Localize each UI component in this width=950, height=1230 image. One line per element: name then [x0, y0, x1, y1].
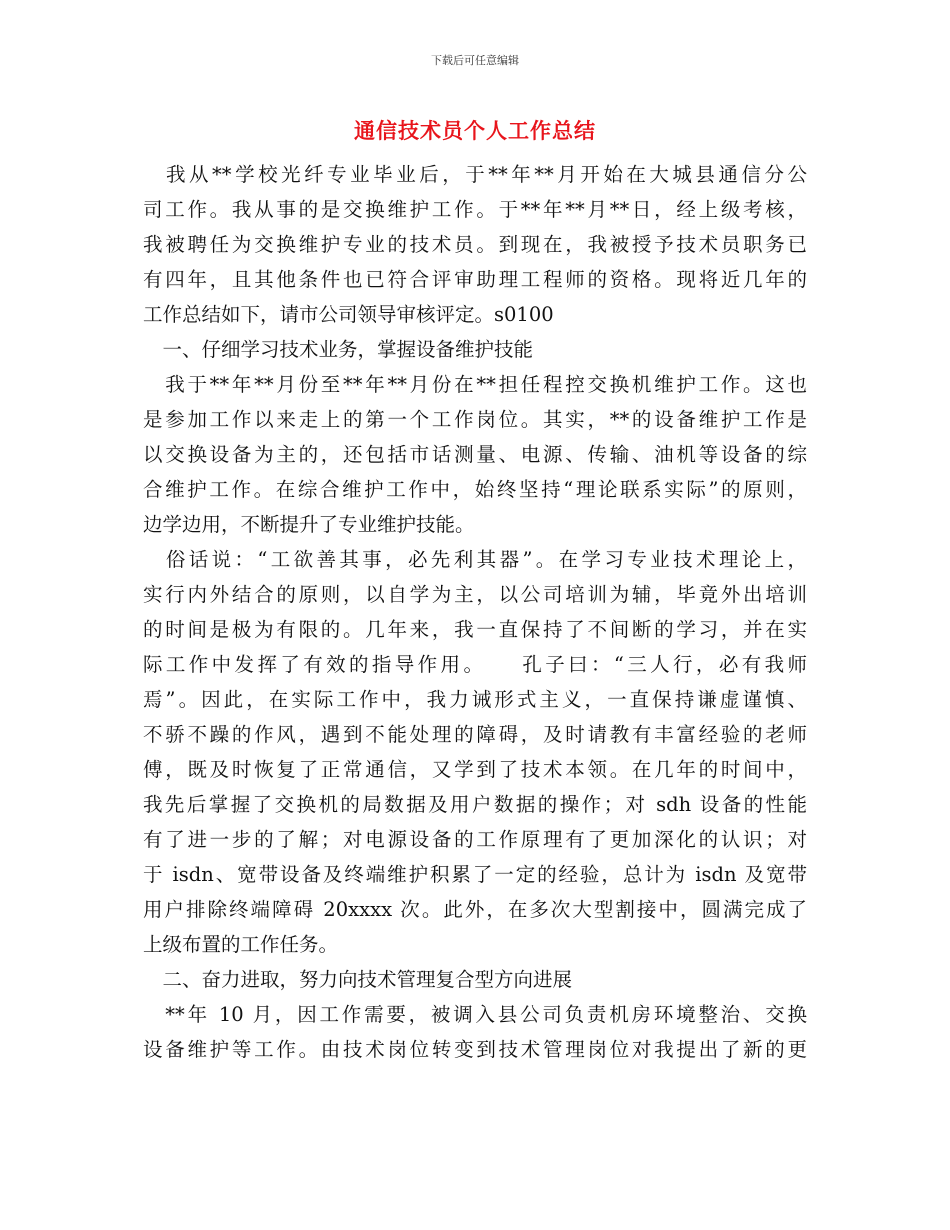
paragraph-line: 焉”。因此，在实际工作中，我力诫形式主义，一直保持谦虚谨慎、 — [143, 688, 807, 711]
paragraph-line: 不骄不躁的作风，遇到不能处理的障碍，及时请教有丰富经验的老师 — [143, 723, 807, 746]
paragraph-line: 用户排除终端障碍 20xxxx 次。此外，在多次大型割接中，圆满完成了 — [143, 898, 807, 921]
paragraph-line: 一、仔细学习技术业务，掌握设备维护技能 — [143, 338, 534, 361]
paragraph-line: 际工作中发挥了有效的指导作用。 孔子曰：“三人行，必有我师 — [143, 653, 807, 676]
paragraph-line: 工作总结如下，请市公司领导审核评定。s0100 — [143, 303, 554, 326]
paragraph-line: 傅，既及时恢复了正常通信，又学到了技术本领。在几年的时间中， — [143, 758, 807, 781]
paragraph-line: 于 isdn、宽带设备及终端维护积累了一定的经验，总计为 isdn 及宽带 — [143, 863, 807, 886]
paragraph-line: 合维护工作。在综合维护工作中，始终坚持“理论联系实际”的原则， — [143, 478, 807, 501]
paragraph-line: 二、奋力进取，努力向技术管理复合型方向进展 — [143, 968, 573, 991]
document-body — [143, 157, 807, 1067]
paragraph-line: 俗话说：“工欲善其事，必先利其器”。在学习专业技术理论上， — [143, 548, 807, 571]
paragraph-line: 是参加工作以来走上的第一个工作岗位。其实，**的设备维护工作是 — [143, 408, 807, 431]
paragraph-line: 的时间是极为有限的。几年来，我一直保持了不间断的学习，并在实 — [143, 618, 807, 641]
paragraph-line: 边学边用，不断提升了专业维护技能。 — [143, 513, 475, 536]
header-note: 下载后可任意编辑 — [431, 54, 519, 67]
paragraph-line: 司工作。我从事的是交换维护工作。于**年**月**日，经上级考核， — [143, 198, 807, 221]
paragraph-line: 我于**年**月份至**年**月份在**担任程控交换机维护工作。这也 — [143, 373, 807, 396]
paragraph-line: 我先后掌握了交换机的局数据及用户数据的操作；对 sdh 设备的性能 — [143, 793, 807, 816]
paragraph-line: 我从**学校光纤专业毕业后，于**年**月开始在大城县通信分公 — [143, 163, 807, 186]
paragraph-line: 以交换设备为主的，还包括市话测量、电源、传输、油机等设备的综 — [143, 443, 807, 466]
paragraph-line: 有了进一步的了解；对电源设备的工作原理有了更加深化的认识；对 — [143, 828, 807, 851]
paragraph-line: 我被聘任为交换维护专业的技术员。到现在，我被授予技术员职务已 — [143, 233, 807, 256]
document-title: 通信技术员个人工作总结 — [354, 119, 596, 143]
paragraph-line: 有四年，且其他条件也已符合评审助理工程师的资格。现将近几年的 — [143, 268, 807, 291]
paragraph-line: 设备维护等工作。由技术岗位转变到技术管理岗位对我提出了新的更 — [143, 1038, 807, 1061]
paragraph-line: **年 10 月，因工作需要，被调入县公司负责机房环境整治、交换 — [143, 1003, 807, 1026]
paragraph-line: 上级布置的工作任务。 — [143, 933, 339, 956]
paragraph-line: 实行内外结合的原则，以自学为主，以公司培训为辅，毕竟外出培训 — [143, 583, 807, 606]
